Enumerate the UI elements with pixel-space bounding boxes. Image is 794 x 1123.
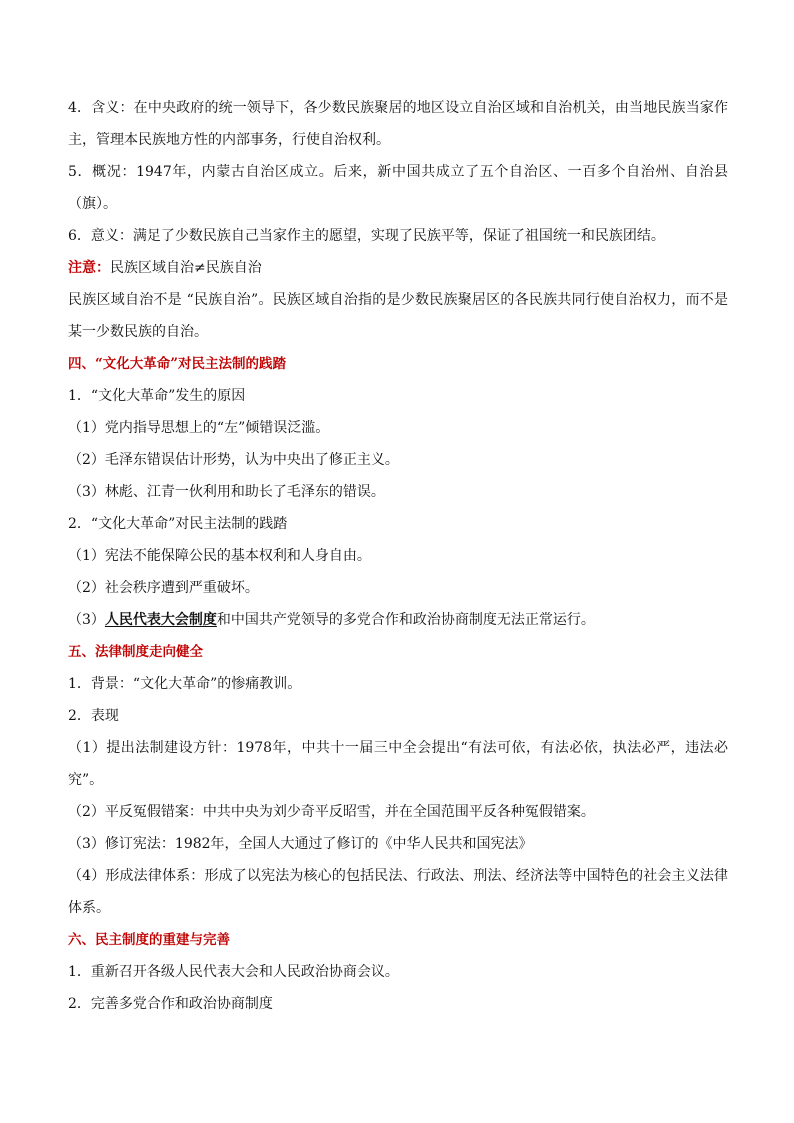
paragraph-line: （4）形成法律体系：形成了以宪法为核心的包括民法、行政法、刑法、经济法等中国特色的社会主义法律 — [68, 868, 728, 884]
paragraph-line: 6．意义：满足了少数民族自己当家作主的愿望，实现了民族平等，保证了祖国统一和民族团结。 — [68, 228, 665, 244]
section-heading-5: 五、法律制度走向健全 — [68, 644, 203, 660]
section-heading-6: 六、民主制度的重建与完善 — [68, 932, 230, 948]
item-text: 和中国共产党领导的多党合作和政治协商制度无法正常运行。 — [216, 612, 595, 628]
list-item: 2．表现 — [68, 708, 119, 724]
paragraph-line: （1）提出法制建设方针：1978年，中共十一届三中全会提出“有法可依，有法必依，执法必严，违法必 — [68, 740, 728, 756]
paragraph-line: 民族区域自治不是 “民族自治”。民族区域自治指的是少数民族聚居区的各民族共同行使自治权力，而不是 — [68, 292, 728, 308]
note-line — [68, 258, 728, 278]
list-item: （2）毛泽东错误估计形势，认为中央出了修正主义。 — [68, 452, 399, 468]
list-item: （1）党内指导思想上的“左”倾错误泛滥。 — [68, 420, 330, 436]
list-item: 2．完善多党合作和政治协商制度 — [68, 996, 273, 1012]
paragraph-line: 主，管理本民族地方性的内部事务，行使自治权利。 — [68, 132, 390, 148]
paragraph-line: 5．概况：1947年，内蒙古自治区成立。后来，新中国共成立了五个自治区、一百多个自治州、自治县 — [68, 164, 728, 180]
section-heading-4: 四、“文化大革命”对民主法制的践踏 — [68, 356, 287, 372]
list-item: （3）修订宪法：1982年，全国人大通过了修订的《中华人民共和国宪法》 — [68, 836, 533, 852]
list-item: （1）宪法不能保障公民的基本权利和人身自由。 — [68, 548, 371, 564]
list-item: （3）林彪、江青一伙利用和助长了毛泽东的错误。 — [68, 484, 385, 500]
paragraph-line: 究”。 — [68, 772, 104, 788]
list-item: 1．重新召开各级人民代表大会和人民政治协商会议。 — [68, 964, 399, 980]
paragraph-line: （旗）。 — [68, 196, 117, 212]
list-item: 2．“文化大革命”对民主法制的践踏 — [68, 516, 288, 532]
underlined-term: 人民代表大会制度 — [104, 612, 217, 628]
note-text: 民族区域自治≠民族自治 — [110, 260, 262, 276]
item-prefix: （3） — [68, 612, 105, 628]
paragraph-line: 4．含义：在中央政府的统一领导下，各少数民族聚居的地区设立自治区域和自治机关，由当地民族当家作 — [68, 100, 728, 116]
list-item: 1．背景：“文化大革命”的惨痛教训。 — [68, 676, 302, 692]
list-item: 1．“文化大革命”发生的原因 — [68, 388, 246, 404]
list-item: （2）平反冤假错案：中共中央为刘少奇平反昭雪，并在全国范围平反各种冤假错案。 — [68, 804, 595, 820]
list-item — [68, 610, 728, 630]
paragraph-line: 某一少数民族的自治。 — [68, 324, 208, 340]
note-label: 注意： — [68, 260, 110, 276]
list-item: （2）社会秩序遭到严重破坏。 — [68, 580, 259, 596]
paragraph-line: 体系。 — [68, 900, 110, 916]
